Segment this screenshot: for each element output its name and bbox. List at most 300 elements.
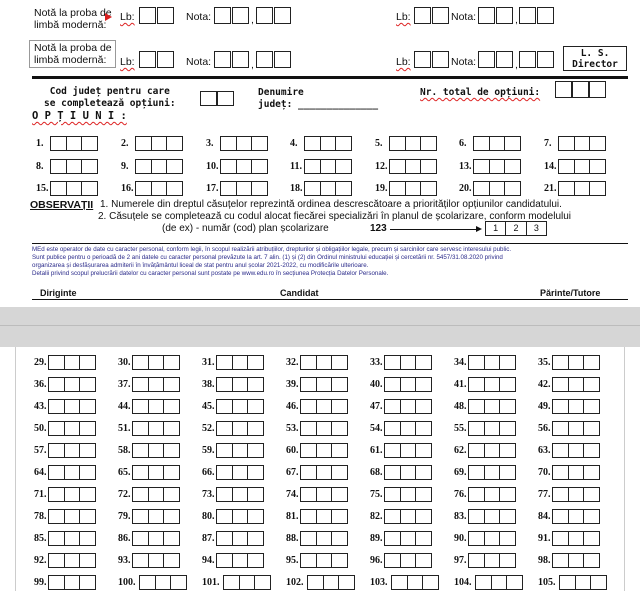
option-code-input[interactable] (48, 443, 96, 458)
option-digit-cell[interactable] (133, 422, 149, 435)
option-digit-cell[interactable] (301, 444, 317, 457)
option-digit-cell[interactable] (469, 466, 485, 479)
option-digit-cell[interactable] (233, 400, 249, 413)
option-digit-cell[interactable] (332, 532, 347, 545)
option-digit-cell[interactable] (421, 182, 436, 195)
option-code-input[interactable] (304, 159, 352, 174)
option-digit-cell[interactable] (80, 532, 95, 545)
option-digit-cell[interactable] (317, 488, 333, 501)
option-code-input[interactable] (384, 465, 432, 480)
option-digit-cell[interactable] (584, 488, 599, 501)
option-digit-cell[interactable] (237, 182, 253, 195)
option-code-input[interactable] (48, 399, 96, 414)
option-digit-cell[interactable] (301, 466, 317, 479)
option-digit-cell[interactable] (217, 444, 233, 457)
option-code-input[interactable] (48, 465, 96, 480)
option-digit-cell[interactable] (401, 510, 417, 523)
option-code-input[interactable] (220, 159, 268, 174)
option-digit-cell[interactable] (317, 422, 333, 435)
option-digit-cell[interactable] (49, 488, 65, 501)
option-digit-cell[interactable] (385, 400, 401, 413)
option-digit-cell[interactable] (332, 510, 347, 523)
option-digit-cell[interactable] (51, 137, 67, 150)
option-digit-cell[interactable] (133, 532, 149, 545)
option-digit-cell[interactable] (332, 400, 347, 413)
option-digit-cell[interactable] (301, 510, 317, 523)
option-digit-cell[interactable] (401, 422, 417, 435)
option-digit-cell[interactable] (233, 532, 249, 545)
option-digit-cell[interactable] (505, 137, 520, 150)
option-code-input[interactable] (216, 443, 264, 458)
option-digit-cell[interactable] (401, 356, 417, 369)
option-code-input[interactable] (48, 421, 96, 436)
option-digit-cell[interactable] (136, 182, 152, 195)
option-digit-cell[interactable] (301, 356, 317, 369)
option-code-input[interactable] (132, 509, 180, 524)
option-code-input[interactable] (389, 159, 437, 174)
option-digit-cell[interactable] (332, 444, 347, 457)
option-digit-cell[interactable] (485, 422, 501, 435)
option-digit-cell[interactable] (149, 510, 165, 523)
option-digit-cell[interactable] (149, 378, 165, 391)
option-code-input[interactable] (300, 553, 348, 568)
option-digit-cell[interactable] (584, 444, 599, 457)
option-digit-cell[interactable] (233, 488, 249, 501)
option-digit-cell[interactable] (559, 182, 575, 195)
option-digit-cell[interactable] (248, 532, 263, 545)
option-digit-cell[interactable] (416, 400, 431, 413)
option-code-input[interactable] (552, 399, 600, 414)
option-code-input[interactable] (468, 421, 516, 436)
option-digit-cell[interactable] (80, 466, 95, 479)
option-digit-cell[interactable] (385, 444, 401, 457)
option-digit-cell[interactable] (500, 444, 515, 457)
option-code-input[interactable] (48, 377, 96, 392)
option-digit-cell[interactable] (569, 466, 585, 479)
option-code-input[interactable] (468, 443, 516, 458)
option-code-input[interactable] (552, 509, 600, 524)
option-digit-cell[interactable] (469, 444, 485, 457)
option-digit-cell[interactable] (252, 182, 267, 195)
option-digit-cell[interactable] (469, 356, 485, 369)
option-digit-cell[interactable] (233, 422, 249, 435)
option-code-input[interactable] (223, 575, 271, 590)
option-digit-cell[interactable] (500, 356, 515, 369)
option-digit-cell[interactable] (336, 182, 351, 195)
option-code-input[interactable] (391, 575, 439, 590)
option-code-input[interactable] (384, 421, 432, 436)
option-digit-cell[interactable] (221, 182, 237, 195)
option-digit-cell[interactable] (152, 137, 168, 150)
option-code-input[interactable] (132, 553, 180, 568)
option-digit-cell[interactable] (164, 532, 179, 545)
option-digit-cell[interactable] (469, 532, 485, 545)
option-digit-cell[interactable] (401, 400, 417, 413)
option-digit-cell[interactable] (252, 137, 267, 150)
option-digit-cell[interactable] (590, 137, 605, 150)
option-code-input[interactable] (384, 531, 432, 546)
option-code-input[interactable] (132, 443, 180, 458)
option-digit-cell[interactable] (560, 576, 576, 589)
option-digit-cell[interactable] (233, 554, 249, 567)
option-digit-cell[interactable] (392, 576, 408, 589)
option-digit-cell[interactable] (385, 554, 401, 567)
option-code-input[interactable] (216, 355, 264, 370)
option-digit-cell[interactable] (421, 137, 436, 150)
option-digit-cell[interactable] (164, 400, 179, 413)
option-code-input[interactable] (552, 531, 600, 546)
option-code-input[interactable] (558, 159, 606, 174)
option-digit-cell[interactable] (156, 576, 172, 589)
option-digit-cell[interactable] (133, 466, 149, 479)
option-digit-cell[interactable] (332, 488, 347, 501)
option-digit-cell[interactable] (237, 160, 253, 173)
option-digit-cell[interactable] (80, 378, 95, 391)
option-code-input[interactable] (384, 487, 432, 502)
option-digit-cell[interactable] (469, 488, 485, 501)
option-digit-cell[interactable] (221, 137, 237, 150)
option-digit-cell[interactable] (217, 356, 233, 369)
option-code-input[interactable] (132, 399, 180, 414)
option-digit-cell[interactable] (49, 466, 65, 479)
option-digit-cell[interactable] (474, 160, 490, 173)
option-code-input[interactable] (300, 487, 348, 502)
option-digit-cell[interactable] (248, 444, 263, 457)
option-digit-cell[interactable] (255, 576, 270, 589)
option-digit-cell[interactable] (416, 466, 431, 479)
option-code-input[interactable] (473, 136, 521, 151)
option-code-input[interactable] (304, 181, 352, 196)
option-digit-cell[interactable] (49, 554, 65, 567)
option-digit-cell[interactable] (385, 422, 401, 435)
option-digit-cell[interactable] (469, 422, 485, 435)
option-digit-cell[interactable] (385, 488, 401, 501)
option-digit-cell[interactable] (140, 576, 156, 589)
option-digit-cell[interactable] (553, 356, 569, 369)
option-code-input[interactable] (559, 575, 607, 590)
option-code-input[interactable] (300, 355, 348, 370)
option-digit-cell[interactable] (49, 378, 65, 391)
option-digit-cell[interactable] (149, 356, 165, 369)
option-digit-cell[interactable] (164, 510, 179, 523)
option-code-input[interactable] (475, 575, 523, 590)
option-digit-cell[interactable] (569, 356, 585, 369)
option-digit-cell[interactable] (224, 576, 240, 589)
option-code-input[interactable] (132, 355, 180, 370)
option-digit-cell[interactable] (584, 400, 599, 413)
option-digit-cell[interactable] (584, 510, 599, 523)
option-digit-cell[interactable] (553, 378, 569, 391)
option-code-input[interactable] (216, 487, 264, 502)
option-code-input[interactable] (48, 355, 96, 370)
option-digit-cell[interactable] (500, 510, 515, 523)
option-digit-cell[interactable] (500, 532, 515, 545)
option-digit-cell[interactable] (569, 378, 585, 391)
option-digit-cell[interactable] (305, 182, 321, 195)
option-digit-cell[interactable] (82, 182, 97, 195)
option-digit-cell[interactable] (80, 488, 95, 501)
option-digit-cell[interactable] (559, 137, 575, 150)
option-digit-cell[interactable] (301, 422, 317, 435)
option-digit-cell[interactable] (248, 466, 263, 479)
option-digit-cell[interactable] (339, 576, 354, 589)
option-digit-cell[interactable] (401, 488, 417, 501)
option-digit-cell[interactable] (49, 356, 65, 369)
option-digit-cell[interactable] (233, 378, 249, 391)
option-digit-cell[interactable] (51, 160, 67, 173)
option-digit-cell[interactable] (500, 488, 515, 501)
option-digit-cell[interactable] (569, 510, 585, 523)
option-code-input[interactable] (300, 465, 348, 480)
option-digit-cell[interactable] (569, 444, 585, 457)
option-digit-cell[interactable] (149, 444, 165, 457)
option-digit-cell[interactable] (416, 488, 431, 501)
option-code-input[interactable] (558, 136, 606, 151)
option-code-input[interactable] (216, 553, 264, 568)
option-digit-cell[interactable] (336, 137, 351, 150)
option-digit-cell[interactable] (401, 554, 417, 567)
option-code-input[interactable] (300, 531, 348, 546)
option-digit-cell[interactable] (164, 422, 179, 435)
option-digit-cell[interactable] (485, 532, 501, 545)
option-code-input[interactable] (300, 509, 348, 524)
option-digit-cell[interactable] (406, 182, 422, 195)
option-digit-cell[interactable] (217, 510, 233, 523)
option-code-input[interactable] (389, 136, 437, 151)
option-digit-cell[interactable] (152, 182, 168, 195)
option-digit-cell[interactable] (500, 554, 515, 567)
option-digit-cell[interactable] (240, 576, 256, 589)
option-code-input[interactable] (558, 181, 606, 196)
option-digit-cell[interactable] (252, 160, 267, 173)
option-code-input[interactable] (552, 553, 600, 568)
option-digit-cell[interactable] (65, 488, 81, 501)
option-digit-cell[interactable] (65, 576, 81, 589)
option-digit-cell[interactable] (584, 532, 599, 545)
option-code-input[interactable] (135, 181, 183, 196)
option-digit-cell[interactable] (49, 400, 65, 413)
option-digit-cell[interactable] (167, 182, 182, 195)
option-digit-cell[interactable] (385, 532, 401, 545)
option-digit-cell[interactable] (217, 400, 233, 413)
option-code-input[interactable] (389, 181, 437, 196)
option-digit-cell[interactable] (575, 160, 591, 173)
option-digit-cell[interactable] (332, 554, 347, 567)
option-digit-cell[interactable] (590, 160, 605, 173)
option-digit-cell[interactable] (80, 444, 95, 457)
option-digit-cell[interactable] (217, 422, 233, 435)
option-digit-cell[interactable] (233, 444, 249, 457)
option-digit-cell[interactable] (80, 400, 95, 413)
option-digit-cell[interactable] (67, 182, 83, 195)
option-digit-cell[interactable] (317, 554, 333, 567)
option-digit-cell[interactable] (49, 444, 65, 457)
option-digit-cell[interactable] (421, 160, 436, 173)
option-digit-cell[interactable] (584, 554, 599, 567)
option-digit-cell[interactable] (233, 510, 249, 523)
option-digit-cell[interactable] (575, 182, 591, 195)
option-digit-cell[interactable] (217, 488, 233, 501)
option-digit-cell[interactable] (401, 532, 417, 545)
option-digit-cell[interactable] (507, 576, 522, 589)
option-code-input[interactable] (48, 575, 96, 590)
option-digit-cell[interactable] (591, 576, 606, 589)
option-digit-cell[interactable] (505, 182, 520, 195)
option-digit-cell[interactable] (485, 510, 501, 523)
option-digit-cell[interactable] (485, 378, 501, 391)
option-digit-cell[interactable] (553, 400, 569, 413)
option-code-input[interactable] (216, 399, 264, 414)
option-digit-cell[interactable] (67, 160, 83, 173)
option-code-input[interactable] (216, 531, 264, 546)
option-digit-cell[interactable] (500, 400, 515, 413)
option-digit-cell[interactable] (406, 137, 422, 150)
option-code-input[interactable] (50, 181, 98, 196)
option-digit-cell[interactable] (133, 444, 149, 457)
option-code-input[interactable] (300, 421, 348, 436)
option-code-input[interactable] (132, 377, 180, 392)
option-digit-cell[interactable] (317, 356, 333, 369)
option-digit-cell[interactable] (590, 182, 605, 195)
option-digit-cell[interactable] (584, 422, 599, 435)
option-digit-cell[interactable] (80, 422, 95, 435)
option-digit-cell[interactable] (569, 488, 585, 501)
option-digit-cell[interactable] (500, 422, 515, 435)
option-digit-cell[interactable] (584, 378, 599, 391)
option-digit-cell[interactable] (401, 378, 417, 391)
option-code-input[interactable] (552, 443, 600, 458)
option-digit-cell[interactable] (65, 510, 81, 523)
option-code-input[interactable] (384, 553, 432, 568)
option-digit-cell[interactable] (301, 378, 317, 391)
option-digit-cell[interactable] (301, 400, 317, 413)
option-code-input[interactable] (216, 465, 264, 480)
option-digit-cell[interactable] (248, 488, 263, 501)
option-digit-cell[interactable] (136, 160, 152, 173)
option-digit-cell[interactable] (136, 137, 152, 150)
option-digit-cell[interactable] (237, 137, 253, 150)
option-digit-cell[interactable] (65, 554, 81, 567)
option-digit-cell[interactable] (492, 576, 508, 589)
option-digit-cell[interactable] (164, 444, 179, 457)
option-digit-cell[interactable] (553, 510, 569, 523)
option-digit-cell[interactable] (490, 182, 506, 195)
option-digit-cell[interactable] (476, 576, 492, 589)
option-digit-cell[interactable] (485, 488, 501, 501)
option-digit-cell[interactable] (401, 444, 417, 457)
option-digit-cell[interactable] (65, 356, 81, 369)
option-digit-cell[interactable] (51, 182, 67, 195)
option-digit-cell[interactable] (65, 444, 81, 457)
option-digit-cell[interactable] (167, 160, 182, 173)
option-digit-cell[interactable] (305, 137, 321, 150)
option-digit-cell[interactable] (65, 378, 81, 391)
option-digit-cell[interactable] (233, 356, 249, 369)
option-code-input[interactable] (552, 377, 600, 392)
option-digit-cell[interactable] (301, 532, 317, 545)
option-digit-cell[interactable] (390, 137, 406, 150)
option-code-input[interactable] (552, 355, 600, 370)
option-digit-cell[interactable] (559, 160, 575, 173)
option-digit-cell[interactable] (248, 400, 263, 413)
option-digit-cell[interactable] (317, 510, 333, 523)
option-digit-cell[interactable] (416, 378, 431, 391)
option-digit-cell[interactable] (65, 532, 81, 545)
option-code-input[interactable] (135, 159, 183, 174)
option-digit-cell[interactable] (80, 510, 95, 523)
option-code-input[interactable] (552, 465, 600, 480)
option-digit-cell[interactable] (65, 400, 81, 413)
option-digit-cell[interactable] (80, 356, 95, 369)
option-code-input[interactable] (384, 377, 432, 392)
option-code-input[interactable] (216, 377, 264, 392)
option-code-input[interactable] (468, 487, 516, 502)
option-digit-cell[interactable] (553, 554, 569, 567)
option-code-input[interactable] (468, 377, 516, 392)
option-digit-cell[interactable] (149, 554, 165, 567)
option-digit-cell[interactable] (301, 554, 317, 567)
option-code-input[interactable] (48, 553, 96, 568)
option-digit-cell[interactable] (217, 378, 233, 391)
option-code-input[interactable] (300, 399, 348, 414)
option-digit-cell[interactable] (490, 160, 506, 173)
option-digit-cell[interactable] (553, 466, 569, 479)
option-digit-cell[interactable] (390, 160, 406, 173)
option-digit-cell[interactable] (149, 532, 165, 545)
option-digit-cell[interactable] (500, 378, 515, 391)
option-digit-cell[interactable] (553, 488, 569, 501)
option-digit-cell[interactable] (133, 356, 149, 369)
option-digit-cell[interactable] (233, 466, 249, 479)
option-digit-cell[interactable] (385, 356, 401, 369)
option-code-input[interactable] (384, 443, 432, 458)
option-code-input[interactable] (384, 509, 432, 524)
option-digit-cell[interactable] (164, 554, 179, 567)
option-digit-cell[interactable] (385, 466, 401, 479)
option-digit-cell[interactable] (469, 554, 485, 567)
option-digit-cell[interactable] (553, 422, 569, 435)
option-digit-cell[interactable] (317, 378, 333, 391)
option-code-input[interactable] (468, 355, 516, 370)
option-digit-cell[interactable] (49, 510, 65, 523)
option-digit-cell[interactable] (164, 378, 179, 391)
option-digit-cell[interactable] (317, 400, 333, 413)
option-digit-cell[interactable] (485, 554, 501, 567)
option-digit-cell[interactable] (248, 422, 263, 435)
option-digit-cell[interactable] (401, 466, 417, 479)
option-digit-cell[interactable] (408, 576, 424, 589)
option-digit-cell[interactable] (332, 378, 347, 391)
option-code-input[interactable] (304, 136, 352, 151)
option-code-input[interactable] (132, 465, 180, 480)
option-digit-cell[interactable] (584, 466, 599, 479)
option-digit-cell[interactable] (553, 532, 569, 545)
option-digit-cell[interactable] (469, 378, 485, 391)
option-code-input[interactable] (132, 487, 180, 502)
option-digit-cell[interactable] (317, 532, 333, 545)
option-digit-cell[interactable] (149, 400, 165, 413)
option-code-input[interactable] (220, 136, 268, 151)
option-digit-cell[interactable] (133, 400, 149, 413)
option-digit-cell[interactable] (332, 422, 347, 435)
option-digit-cell[interactable] (416, 444, 431, 457)
option-digit-cell[interactable] (248, 554, 263, 567)
option-digit-cell[interactable] (65, 466, 81, 479)
option-digit-cell[interactable] (80, 576, 95, 589)
option-digit-cell[interactable] (133, 510, 149, 523)
option-digit-cell[interactable] (485, 356, 501, 369)
option-digit-cell[interactable] (332, 356, 347, 369)
